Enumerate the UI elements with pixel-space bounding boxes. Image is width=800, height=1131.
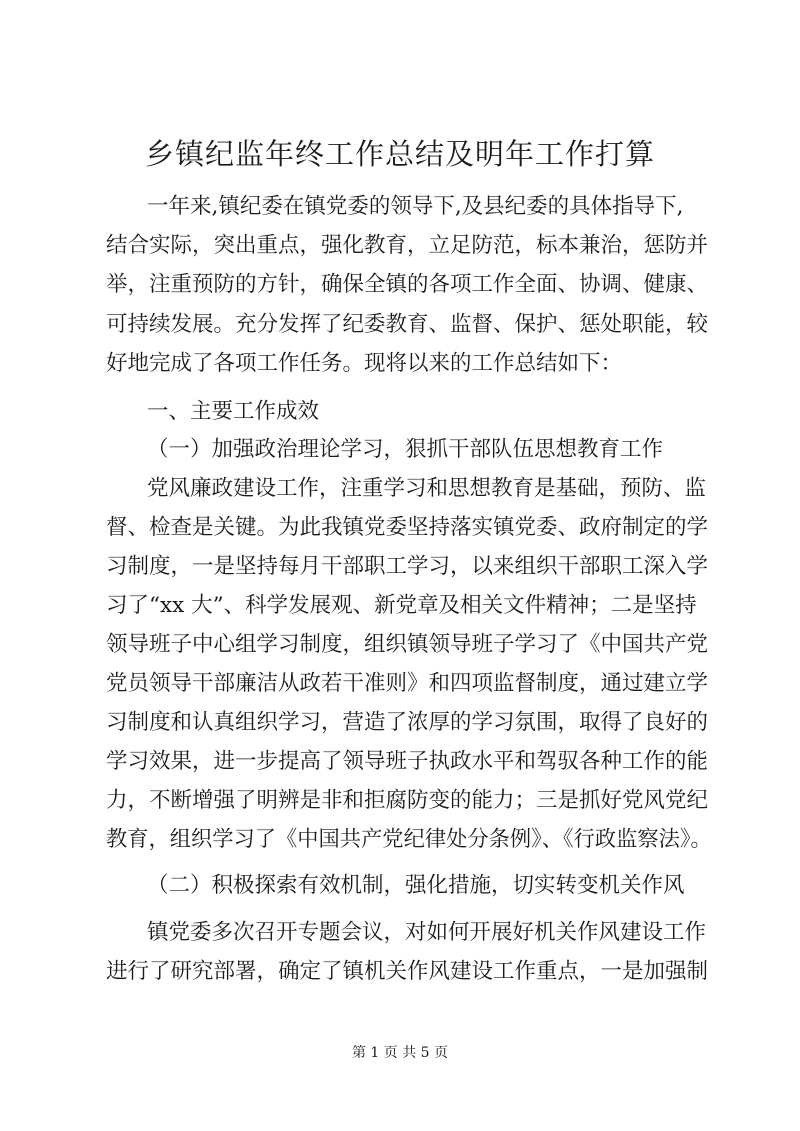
intro-line: 可持续发展。充分发挥了纪委教育、监督、保护、惩处职能，较: [106, 312, 709, 337]
section-heading: 一、主要工作成效: [147, 399, 320, 424]
body-line: 督、检查是关键。为此我镇党委坚持落实镇党委、政府制定的学: [106, 515, 709, 540]
body-line: 力，不断增强了明辨是非和拒腐防变的能力；三是抓好党风党纪: [106, 788, 709, 813]
intro-line: 举，注重预防的方针，确保全镇的各项工作全面、协调、健康、: [106, 272, 709, 297]
document-title: 乡镇纪监年终工作总结及明年工作打算: [144, 137, 655, 171]
body-line: 习制度和认真组织学习，营造了浓厚的学习氛围，取得了良好的: [106, 710, 709, 735]
body-line: 领导班子中心组学习制度，组织镇领导班子学习了《中国共产党: [106, 632, 709, 657]
body-line: 进行了研究部署，确定了镇机关作风建设工作重点，一是加强制: [106, 959, 709, 984]
body-line: 学习效果，进一步提高了领导班子执政水平和驾驭各种工作的能: [106, 749, 709, 774]
body-line: 镇党委多次召开专题会议，对如何开展好机关作风建设工作: [147, 920, 707, 945]
body-line: 习制度，一是坚持每月干部职工学习，以来组织干部职工深入学: [106, 554, 709, 579]
subsection-heading: （二）积极探索有效机制，强化措施，切实转变机关作风: [147, 873, 685, 898]
body-line: 教育，组织学习了《中国共产党纪律处分条例》、《行政监察法》。: [106, 827, 712, 852]
intro-line: 好地完成了各项工作任务。现将以来的工作总结如下：: [106, 351, 623, 376]
intro-line: 一年来,镇纪委在镇党委的领导下,及县纪委的具体指导下,: [147, 194, 684, 219]
intro-line: 结合实际，突出重点，强化教育，立足防范，标本兼治，惩防并: [106, 233, 709, 258]
body-line: 党风廉政建设工作，注重学习和思想教育是基础，预防、监: [147, 476, 707, 501]
body-line: 党员领导干部廉洁从政若干准则》和四项监督制度，通过建立学: [106, 671, 709, 696]
body-line: 习了“xx 大”、科学发展观、新党章及相关文件精神；二是坚持: [106, 593, 697, 618]
page-footer: 第 1 页 共 5 页: [351, 1045, 449, 1061]
subsection-heading: （一）加强政治理论学习，狠抓干部队伍思想教育工作: [147, 437, 664, 462]
